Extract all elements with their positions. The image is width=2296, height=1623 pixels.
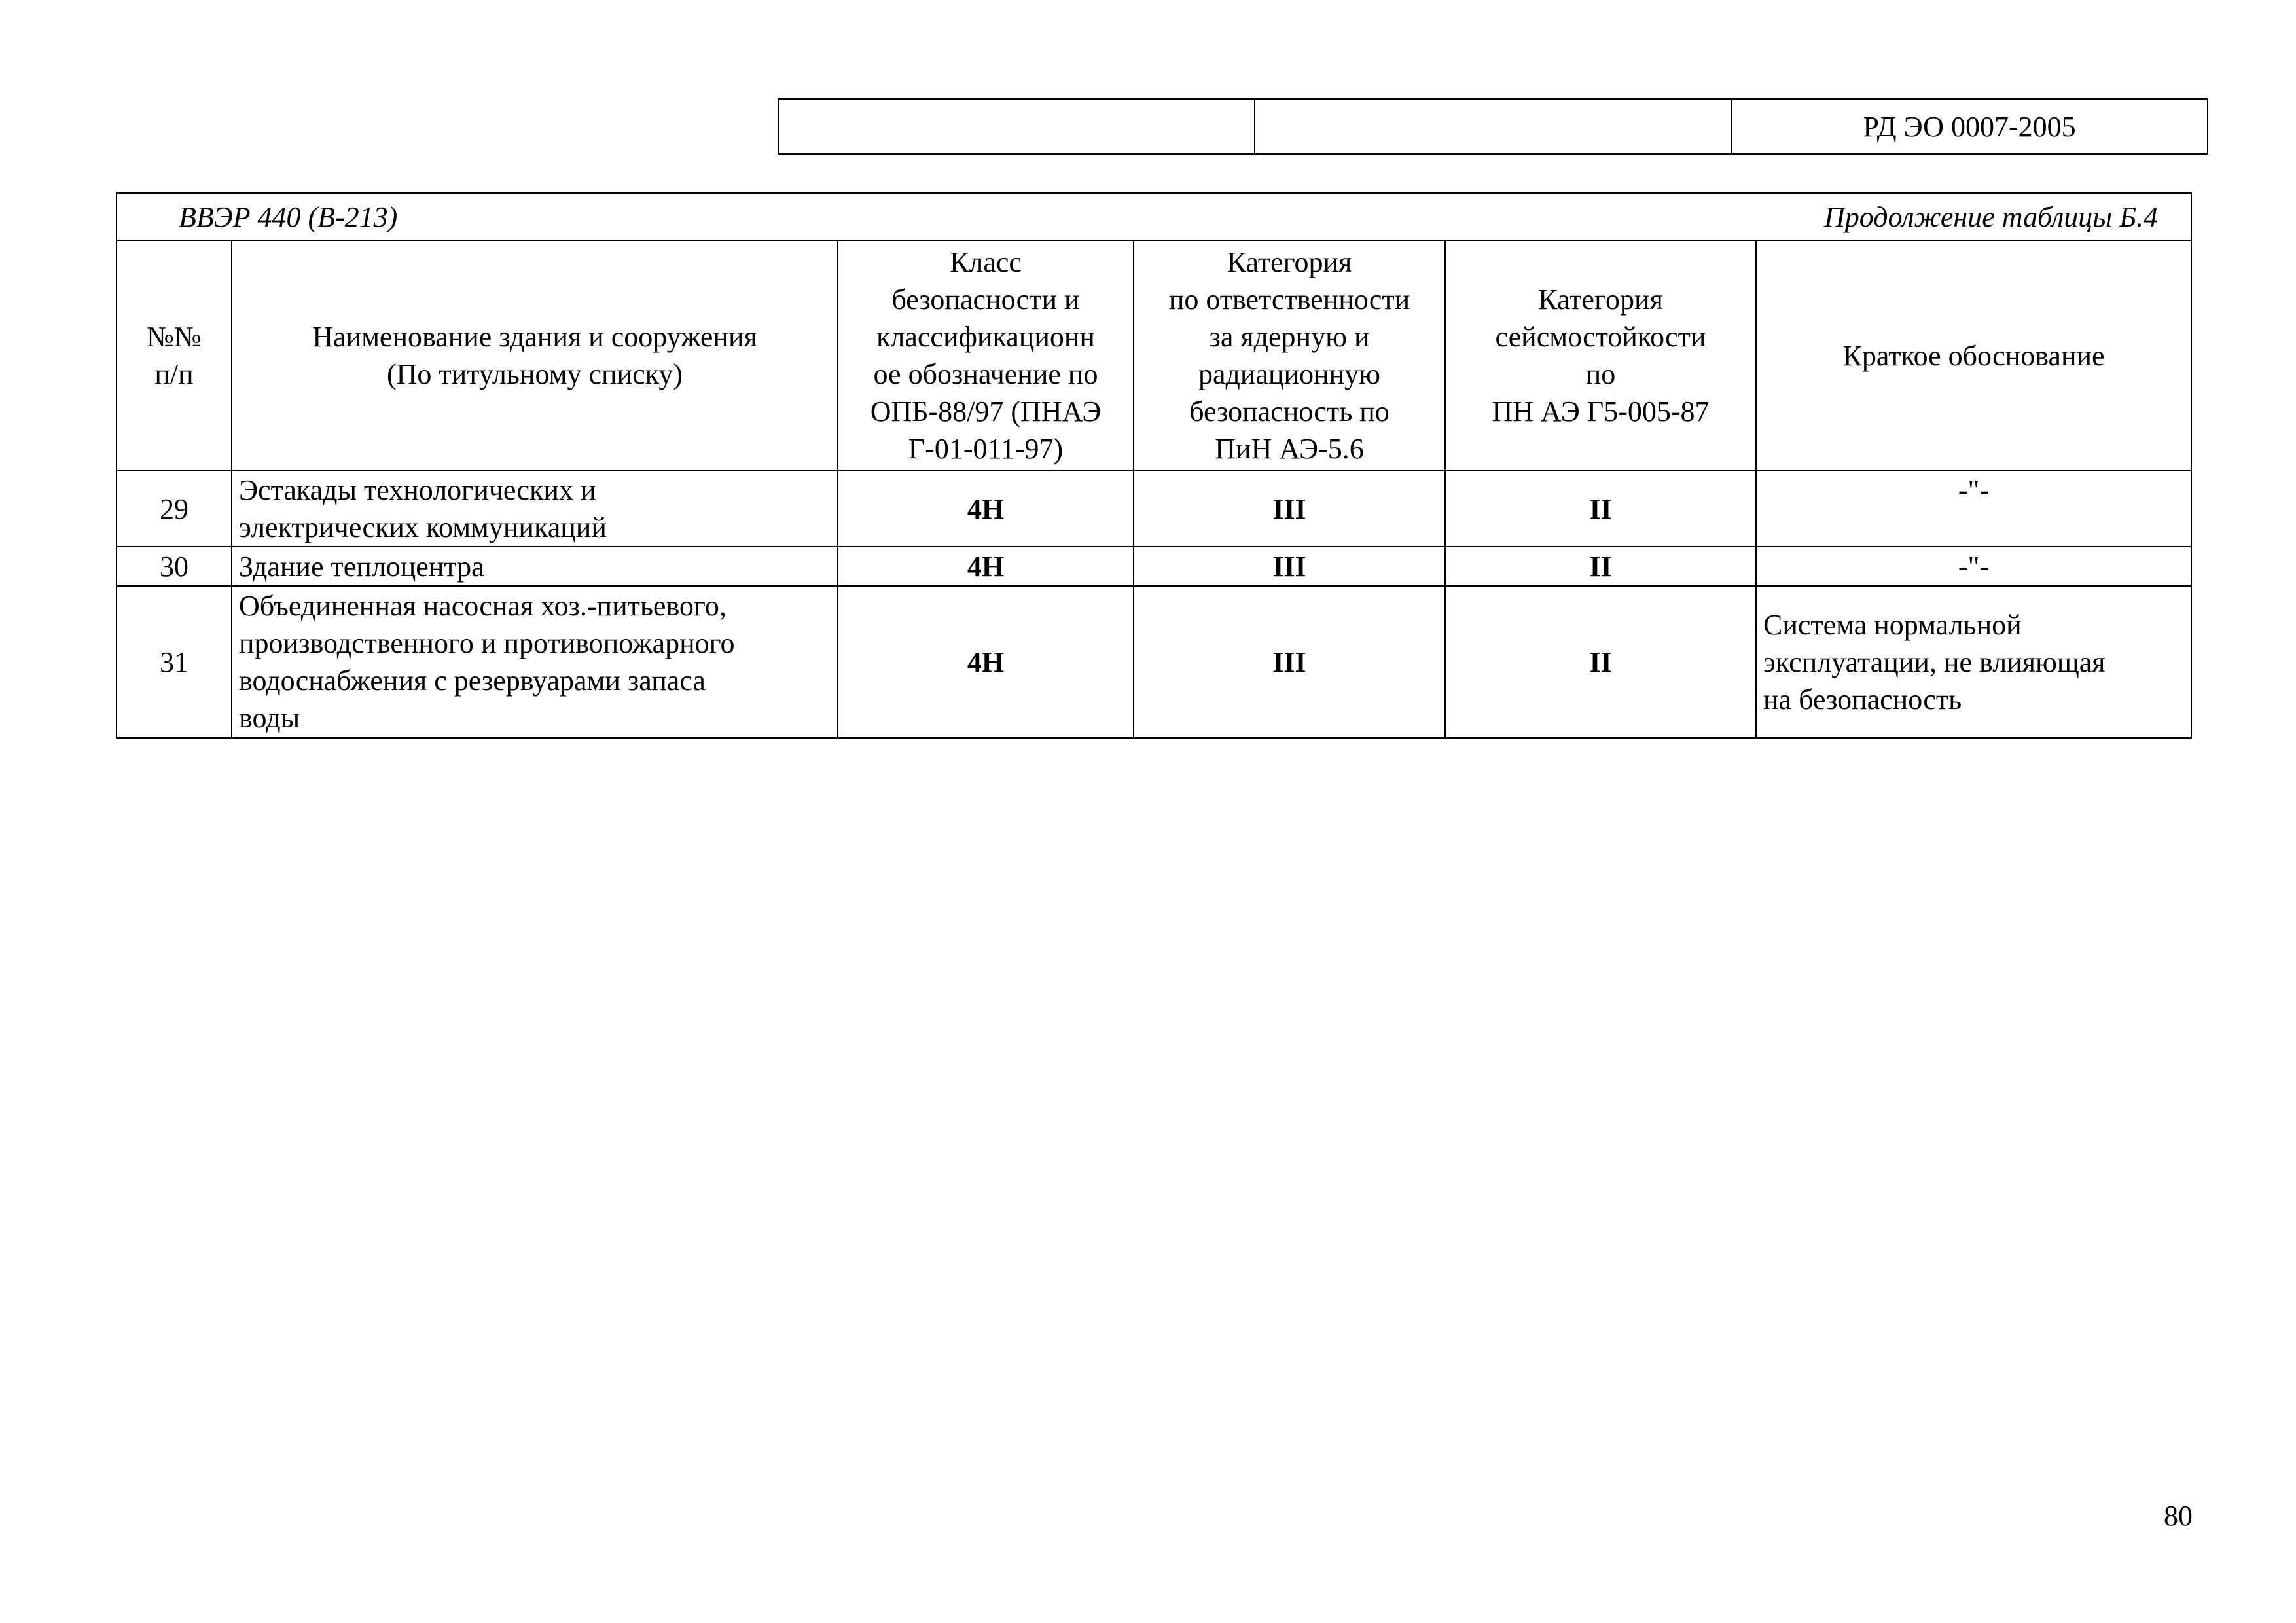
header-line: безопасность по — [1189, 395, 1390, 428]
row-seismic: II — [1445, 547, 1756, 586]
row-safety-class: 4Н — [838, 586, 1134, 738]
stamp-cell-1 — [778, 99, 1255, 154]
row-justification-line: -"- — [1958, 550, 1990, 583]
row-name-line: производственного и противопожарного — [239, 627, 735, 659]
row-justification — [1756, 547, 2191, 586]
header-line: радиационную — [1198, 358, 1381, 390]
header-line: Класс — [950, 246, 1022, 278]
row-num: 31 — [117, 586, 232, 738]
header-stamp-table — [778, 98, 2208, 155]
row-name-line: Здание теплоцентра — [239, 550, 484, 583]
header-line: Категория — [1227, 246, 1352, 278]
row-name-line: электрических коммуникаций — [239, 511, 607, 543]
header-line: ПН АЭ Г5-005-87 — [1492, 395, 1710, 428]
header-justification — [1756, 240, 2191, 471]
row-num: 30 — [117, 547, 232, 586]
table-continuation-caption: Продолжение таблицы Б.4 — [1824, 200, 2159, 233]
header-line: Краткое обоснование — [1842, 339, 2105, 372]
row-justification — [1756, 586, 2191, 738]
table-row — [117, 547, 2191, 586]
header-line: ое обозначение по — [873, 358, 1098, 390]
table-row — [117, 586, 2191, 738]
row-safety-class: 4Н — [838, 471, 1134, 547]
header-line: сейсмостойкости — [1495, 321, 1706, 353]
header-safety-class — [838, 240, 1134, 471]
table-caption — [117, 193, 2191, 240]
header-line: безопасности и — [891, 283, 1080, 316]
table-caption-row — [117, 193, 2191, 240]
row-justification — [1756, 471, 2191, 547]
header-line: по — [1585, 358, 1616, 390]
row-justification-line: Система нормальной — [1763, 608, 2022, 641]
row-name — [232, 586, 838, 738]
table-header-row — [117, 240, 2191, 471]
row-name-line: воды — [239, 702, 300, 734]
header-name — [232, 240, 838, 471]
header-line: за ядерную и — [1209, 321, 1370, 353]
row-justification-line: эксплуатации, не влияющая — [1763, 646, 2106, 678]
reactor-type-caption: ВВЭР 440 (В-213) — [179, 200, 398, 233]
header-num — [117, 240, 232, 471]
row-responsibility: III — [1134, 471, 1445, 547]
classification-table — [116, 192, 2192, 739]
page-number: 80 — [2164, 1500, 2193, 1532]
header-line: Наименование здания и сооружения — [312, 321, 757, 353]
header-line: №№ — [147, 321, 202, 353]
row-name — [232, 547, 838, 586]
header-line: п/п — [154, 358, 194, 390]
row-name-line: Эстакады технологических и — [239, 474, 596, 506]
header-line: Г-01-011-97) — [908, 433, 1064, 465]
row-name — [232, 471, 838, 547]
header-line: ПиН АЭ-5.6 — [1215, 433, 1364, 465]
header-responsibility — [1134, 240, 1445, 471]
row-num: 29 — [117, 471, 232, 547]
stamp-cell-2 — [1255, 99, 1731, 154]
doc-code: РД ЭО 0007-2005 — [1731, 99, 2208, 154]
header-seismic — [1445, 240, 1756, 471]
row-responsibility: III — [1134, 586, 1445, 738]
header-line: ОПБ-88/97 (ПНАЭ — [870, 395, 1102, 428]
row-seismic: II — [1445, 586, 1756, 738]
header-line: по ответственности — [1168, 283, 1410, 316]
row-justification-line: на безопасность — [1763, 683, 1962, 716]
row-responsibility: III — [1134, 547, 1445, 586]
row-safety-class: 4Н — [838, 547, 1134, 586]
row-seismic: II — [1445, 471, 1756, 547]
row-justification-line: -"- — [1958, 474, 1990, 506]
table-row — [117, 471, 2191, 547]
header-line: классификационн — [876, 321, 1095, 353]
header-line: Категория — [1538, 283, 1663, 316]
header-line: (По титульному списку) — [386, 358, 683, 390]
row-name-line: водоснабжения с резервуарами запаса — [239, 665, 706, 697]
row-name-line: Объединенная насосная хоз.-питьевого, — [239, 590, 726, 622]
